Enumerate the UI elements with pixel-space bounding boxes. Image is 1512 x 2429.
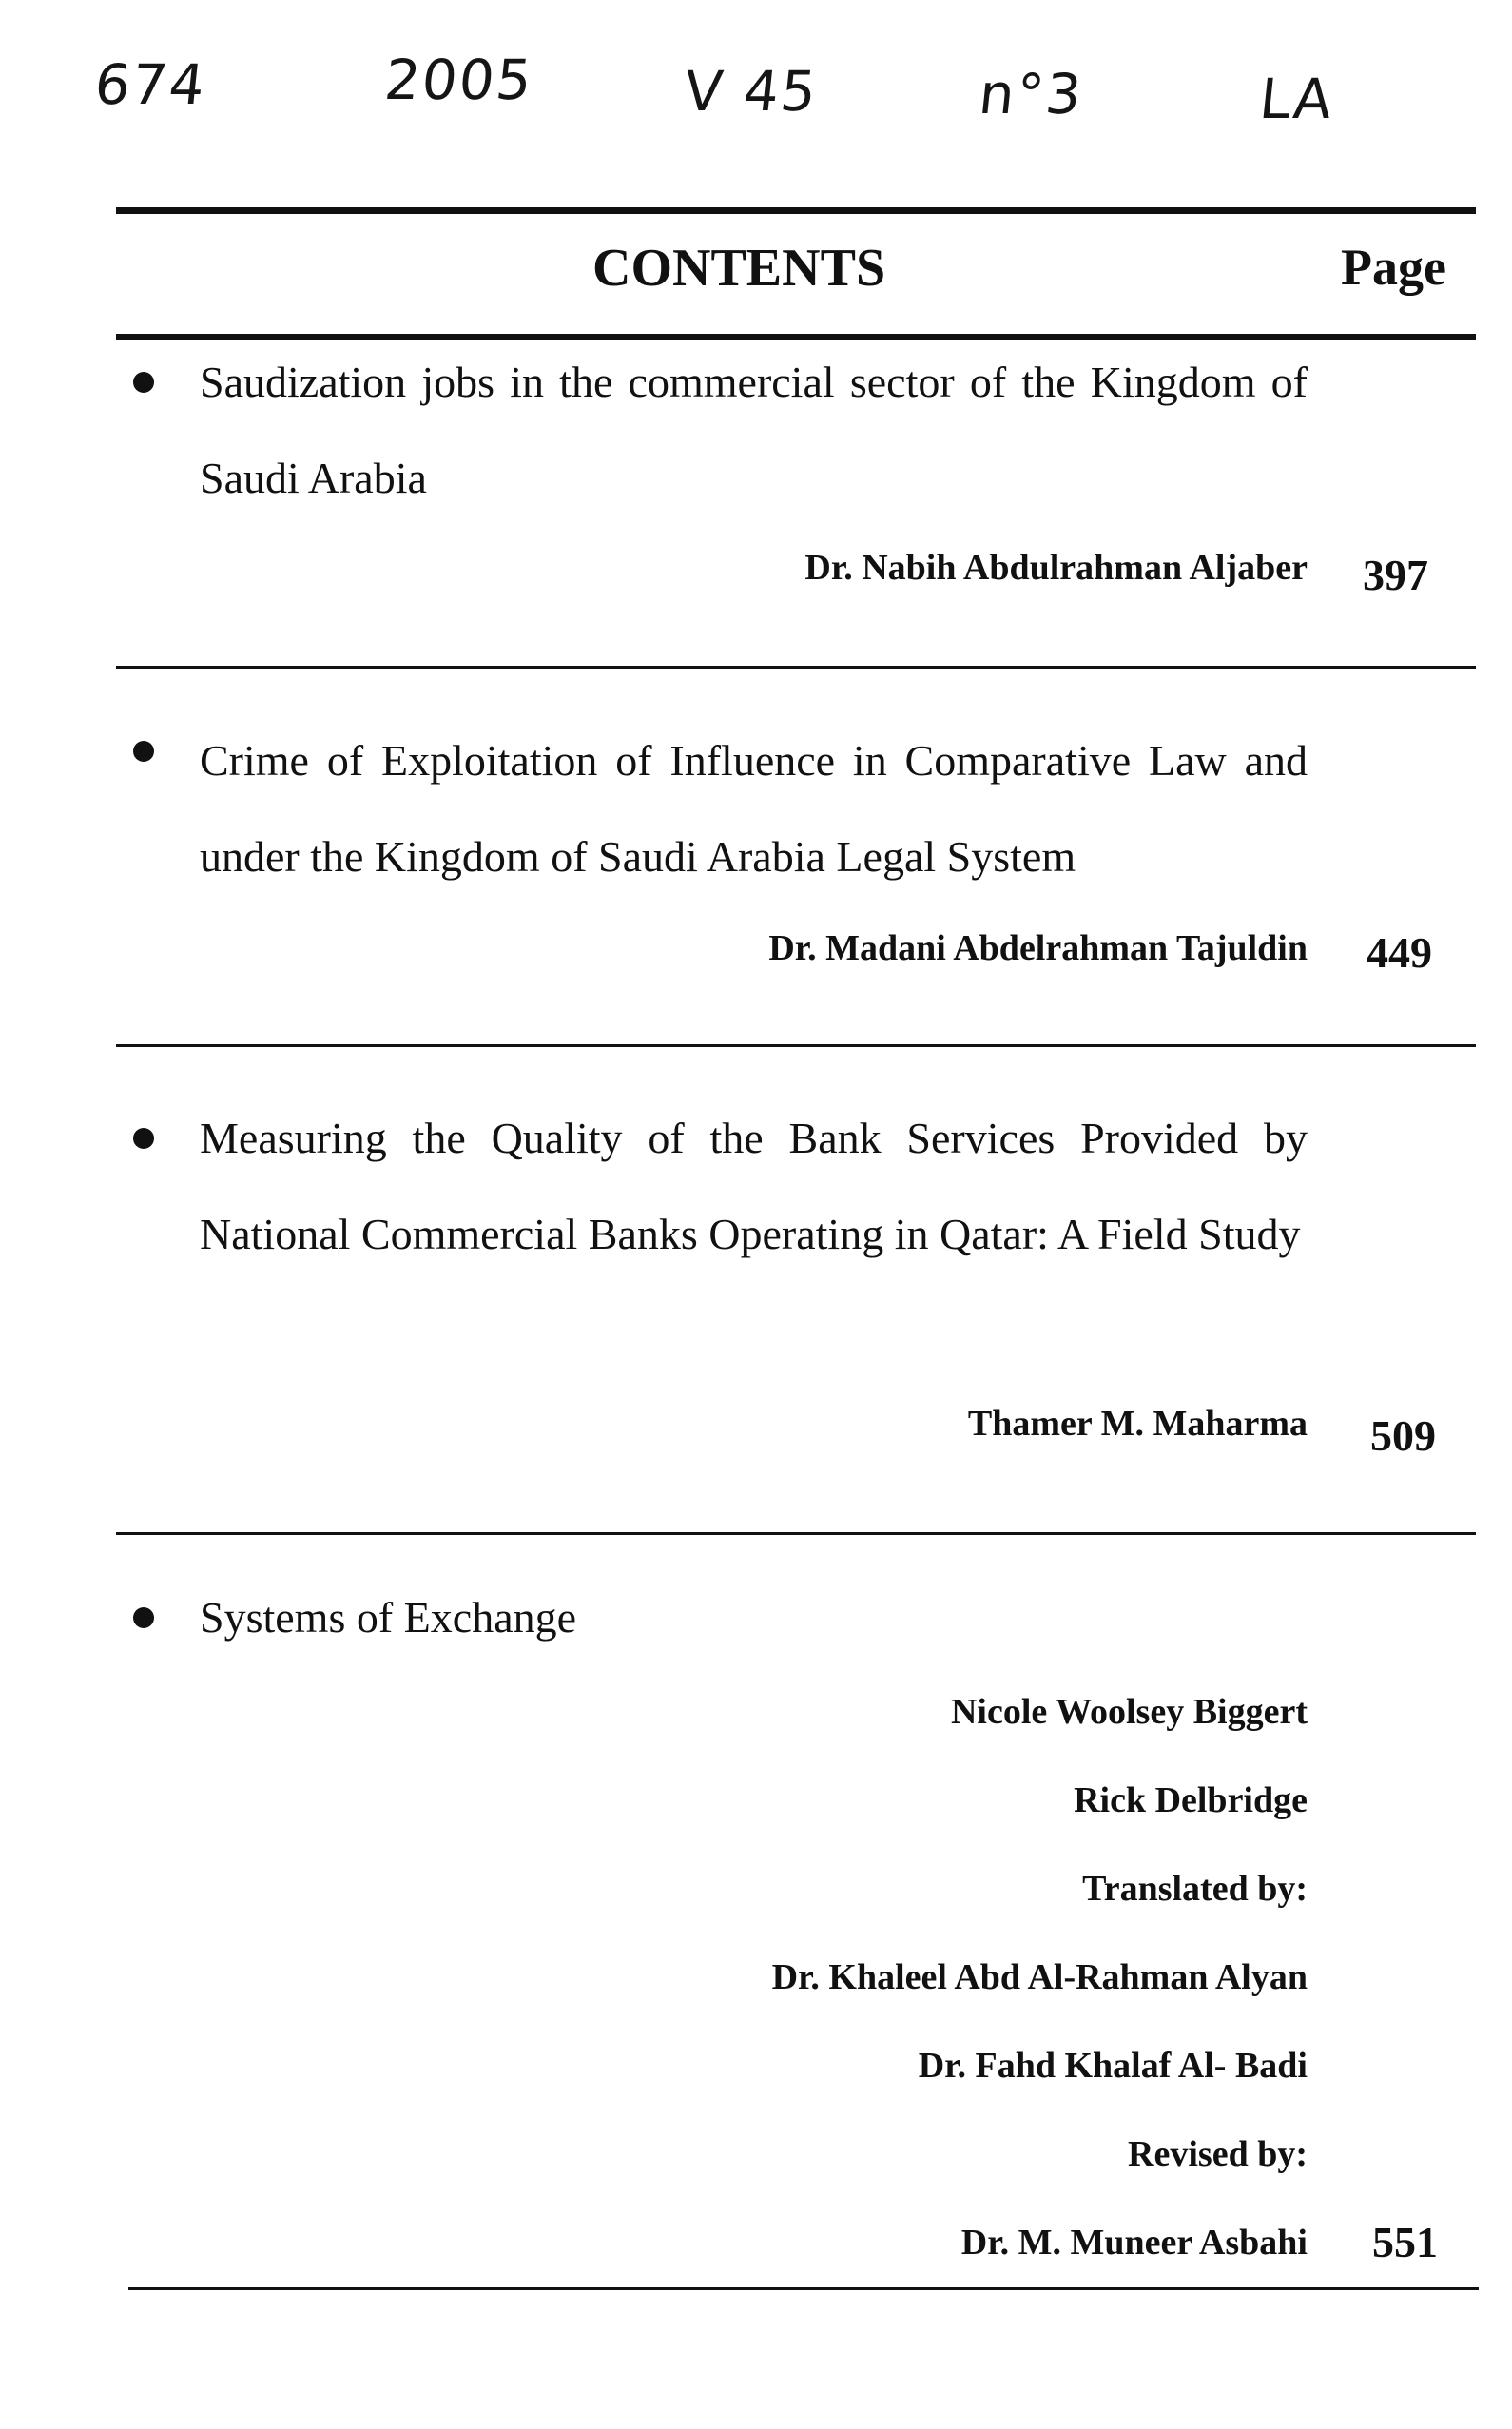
entry-page-number: 551 — [1372, 2218, 1438, 2266]
entry-translator: Dr. Khaleel Abd Al-Rahman Alyan — [771, 1957, 1308, 1997]
entry-title: Systems of Exchange — [200, 1593, 577, 1642]
entry-bullet — [133, 741, 154, 762]
entry-title: Saudization jobs in the commercial sector of the Kingdom of Saudi Arabia — [200, 358, 1308, 502]
entry-divider — [116, 1044, 1476, 1047]
handwritten-volume: V 45 — [681, 59, 822, 124]
entry-title: Measuring the Quality of the Bank Services Provided by National Commercial Banks Operating in Qatar: A Field Study — [200, 1114, 1308, 1258]
entry-bullet — [133, 1607, 154, 1628]
entry-page-number: 397 — [1363, 551, 1428, 599]
entry-page-number: 449 — [1367, 928, 1432, 977]
entry-divider — [116, 1532, 1476, 1535]
revised-by-label: Revised by: — [1128, 2134, 1308, 2174]
translated-by-label: Translated by: — [1082, 1869, 1308, 1909]
entry-bullet — [133, 372, 154, 393]
entry-author: Rick Delbridge — [1074, 1780, 1308, 1820]
contents-heading: CONTENTS — [592, 239, 886, 298]
footer-rule — [128, 2287, 1479, 2290]
entry-reviser: Dr. M. Muneer Asbahi — [960, 2223, 1308, 2263]
entry-author: Nicole Woolsey Biggert — [950, 1692, 1308, 1732]
handwritten-issue: n°3 — [976, 62, 1087, 126]
entry-author: Dr. Nabih Abdulrahman Aljaber — [804, 548, 1308, 588]
page-column-heading: Page — [1341, 239, 1446, 296]
entry-bullet — [133, 1128, 154, 1149]
entry-page-number: 509 — [1370, 1411, 1436, 1460]
header-top-rule — [116, 207, 1476, 214]
entry-divider — [116, 666, 1476, 669]
handwritten-language: LA — [1256, 67, 1337, 131]
handwritten-year: 2005 — [381, 48, 537, 112]
handwritten-call-number: 674 — [91, 52, 210, 117]
entry-title: Crime of Exploitation of Influence in Comparative Law and under the Kingdom of Saudi Arabia Legal System — [200, 736, 1308, 881]
entry-translator: Dr. Fahd Khalaf Al- Badi — [918, 2046, 1308, 2086]
entry-author: Thamer M. Maharma — [967, 1404, 1308, 1444]
entry-author: Dr. Madani Abdelrahman Tajuldin — [768, 928, 1308, 968]
